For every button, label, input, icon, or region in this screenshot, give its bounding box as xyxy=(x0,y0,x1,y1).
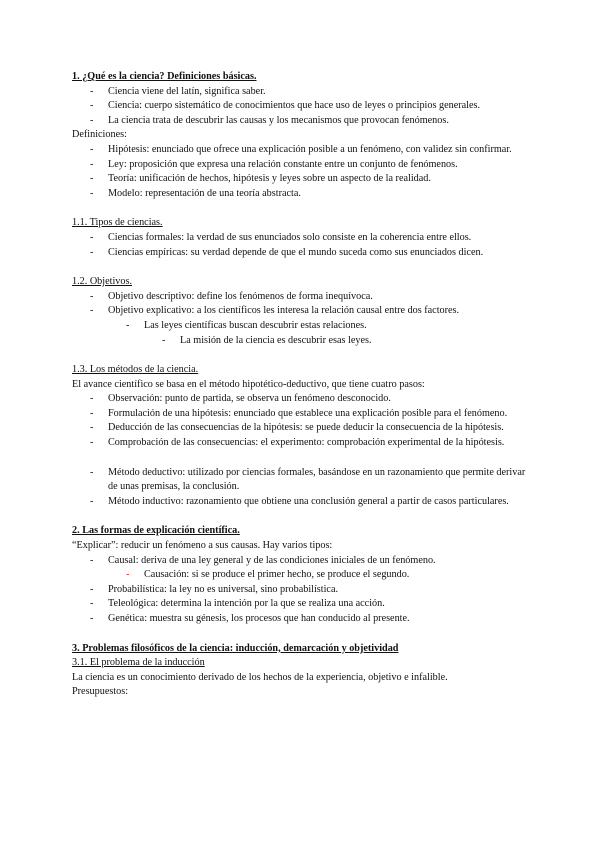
method-steps-list xyxy=(72,392,532,450)
bullet-dash: - xyxy=(90,114,94,126)
list-item: - Genética: muestra su génesis, los procesos que han conducido al presente. xyxy=(72,612,532,627)
list-item: - Las leyes científicas buscan descubrir estas relaciones. xyxy=(72,319,532,334)
bullet-dash: - xyxy=(90,613,94,624)
bullet-dash: - xyxy=(90,554,94,566)
section-1-1-list xyxy=(72,231,532,260)
bullet-dash: - xyxy=(90,495,94,507)
bullet-dash: - xyxy=(90,598,94,610)
section-2-intro: “Explicar”: reducir un fenómeno a sus causas. Hay varios tipos: xyxy=(72,540,333,552)
bullet-dash: - xyxy=(90,143,94,155)
bullet-dash: - xyxy=(90,466,94,478)
list-item: - Objetivo descriptivo: define los fenómenos de forma inequívoca. xyxy=(72,290,532,305)
presupuestos-label: Presupuestos: xyxy=(72,686,129,698)
list-item: - Ciencia viene del latín, significa saber. xyxy=(72,85,532,100)
list-item: - Teoría: unificación de hechos, hipótesis y leyes sobre un aspecto de la realidad. xyxy=(72,172,532,187)
section-1-list xyxy=(72,85,532,129)
list-item: - Modelo: representación de una teoría abstracta. xyxy=(72,187,532,202)
bullet-dash: - xyxy=(90,583,94,595)
bullet-dash: - xyxy=(90,393,94,405)
bullet-dash: - xyxy=(90,173,94,185)
section-3-title: 3. Problemas filosóficos de la ciencia: inducción, demarcación y objetividad xyxy=(72,642,399,654)
list-item: - Ley: proposición que expresa una relación constante entre un conjunto de fenómenos. xyxy=(72,158,532,173)
section-1-3-intro: El avance científico se basa en el método hipotético-deductivo, que tiene cuatro pasos: xyxy=(72,378,425,390)
list-item: - La ciencia trata de descubrir las causas y los mecanismos que provocan fenómenos. xyxy=(72,114,532,129)
list-item: - Objetivo explicativo: a los científicos les interesa la relación causal entre dos factores. xyxy=(72,304,532,319)
section-3-1-paragraph: La ciencia es un conocimiento derivado de los hechos de la experiencia, objetivo e infalible. xyxy=(72,671,448,683)
bullet-dash: - xyxy=(162,334,166,346)
list-item: - Método inductivo: razonamiento que obtiene una conclusión general a partir de casos particulares. xyxy=(72,495,532,510)
bullet-dash: - xyxy=(90,100,94,112)
list-item: - Teleológica: determina la intención por la que se realiza una acción. xyxy=(72,597,532,612)
list-item: - Causación: si se produce el primer hecho, se produce el segundo. xyxy=(72,568,532,583)
list-item: - Probabilística: la ley no es universal, sino probabilística. xyxy=(72,583,532,598)
section-3-1-title: 3.1. El problema de la inducción xyxy=(72,657,205,669)
bullet-dash: - xyxy=(90,231,94,243)
definitions-list xyxy=(72,143,532,201)
bullet-dash: - xyxy=(90,407,94,419)
list-item: - La misión de la ciencia es descubrir esas leyes. xyxy=(72,334,532,349)
methods-list xyxy=(72,466,532,510)
list-item: - Hipótesis: enunciado que ofrece una explicación posible a un fenómeno, con validez sin confirmar. xyxy=(72,143,532,158)
explanation-types-list xyxy=(72,554,532,627)
bullet-dash: - xyxy=(90,85,94,97)
bullet-dash-red: - xyxy=(126,569,130,581)
list-item: - Ciencias empíricas: su verdad depende de que el mundo suceda como sus enunciados dicen. xyxy=(72,246,532,261)
bullet-dash: - xyxy=(90,290,94,302)
list-item: - Observación: punto de partida, se observa un fenómeno desconocido. xyxy=(72,392,532,407)
section-1-2-list xyxy=(72,290,532,348)
list-item: - Ciencias formales: la verdad de sus enunciados solo consiste en la coherencia entre ellos. xyxy=(72,231,532,246)
bullet-dash: - xyxy=(90,246,94,258)
list-item: - Causal: deriva de una ley general y de las condiciones iniciales de un fenómeno. xyxy=(72,554,532,569)
bullet-dash: - xyxy=(90,158,94,170)
list-item: - Comprobación de las consecuencias: el experimento: comprobación experimental de la hipótesis. xyxy=(72,436,532,451)
list-item: - Método deductivo: utilizado por ciencias formales, basándose en un razonamiento que permite derivar de unas premisas, la conclusión. xyxy=(90,466,526,493)
bullet-dash: - xyxy=(90,437,94,449)
section-1-1-title: 1.1. Tipos de ciencias. xyxy=(72,217,163,229)
list-item: - Ciencia: cuerpo sistemático de conocimientos que hace uso de leyes o principios generales. xyxy=(72,99,532,114)
bullet-dash: - xyxy=(90,187,94,199)
document-page xyxy=(72,70,532,700)
bullet-dash: - xyxy=(90,305,94,317)
list-item: - Formulación de una hipótesis: enunciado que establece una explicación posible para el fenómeno. xyxy=(72,407,532,422)
definitions-label: Definiciones: xyxy=(72,129,127,141)
section-2-title: 2. Las formas de explicación científica. xyxy=(72,525,240,537)
section-1-2-title: 1.2. Objetivos. xyxy=(72,276,132,288)
bullet-dash: - xyxy=(126,319,130,331)
list-item: - Deducción de las consecuencias de la hipótesis: se puede deducir la consecuencia de la hipótesis. xyxy=(72,421,532,436)
bullet-dash: - xyxy=(90,422,94,434)
section-1-title: 1. ¿Qué es la ciencia? Definiciones básicas. xyxy=(72,71,257,82)
section-1-3-title: 1.3. Los métodos de la ciencia. xyxy=(72,364,199,376)
